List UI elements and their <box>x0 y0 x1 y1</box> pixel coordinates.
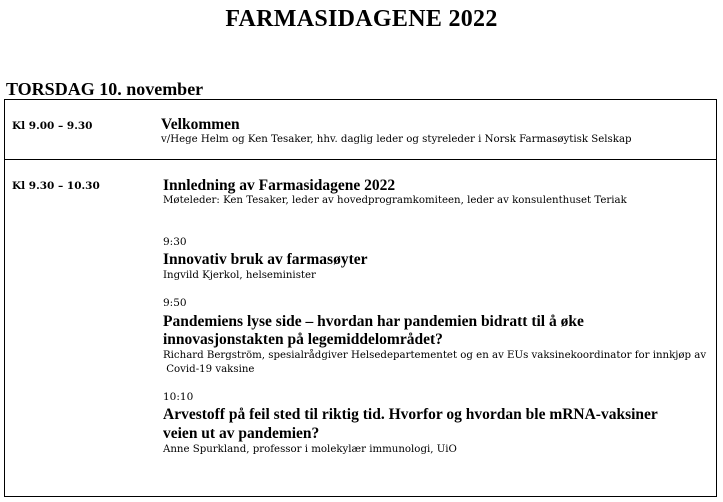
talk-title: Pandemiens lyse side – hvordan har pandemien bidratt til å øke <box>163 313 584 330</box>
talk-speaker: Anne Spurkland, professor i molekylær immunologi, UiO <box>163 444 457 455</box>
talk-title: innovasjonstakten på legemiddelområdet? <box>163 331 443 348</box>
talk-time: 10:10 <box>163 391 194 403</box>
talk-time: 9:50 <box>163 297 187 309</box>
talk-speaker: Covid-19 vaksine <box>163 364 255 375</box>
session-heading: Innledning av Farmasidagene 2022 <box>163 177 396 194</box>
row-time: Kl 9.30 – 10.30 <box>12 180 100 192</box>
talk-time: 9:30 <box>163 236 187 248</box>
talk-speaker: Richard Bergström, spesialrådgiver Helsedepartementet og en av EUs vaksinekoordinator for innkjøp av <box>163 350 707 361</box>
row-divider <box>5 159 716 160</box>
talk-speaker: Ingvild Kjerkol, helseminister <box>163 270 316 281</box>
session-heading: Velkommen <box>161 116 240 133</box>
day-heading: TORSDAG 10. november <box>6 79 204 99</box>
talk-title: Innovativ bruk av farmasøyter <box>163 251 368 268</box>
session-subtitle: Møteleder: Ken Tesaker, leder av hovedprogramkomiteen, leder av konsulenthuset Teriak <box>163 195 627 206</box>
row-time: Kl 9.00 – 9.30 <box>12 120 93 132</box>
talk-title: veien ut av pandemien? <box>163 425 320 442</box>
page-title: FARMASIDAGENE 2022 <box>225 6 498 32</box>
talk-title: Arvestoff på feil sted til riktig tid. Hvorfor og hvordan ble mRNA-vaksiner <box>163 406 658 423</box>
session-subtitle: v/Hege Helm og Ken Tesaker, hhv. daglig leder og styreleder i Norsk Farmasøytisk Selskap <box>161 134 632 145</box>
program-table <box>4 99 717 497</box>
